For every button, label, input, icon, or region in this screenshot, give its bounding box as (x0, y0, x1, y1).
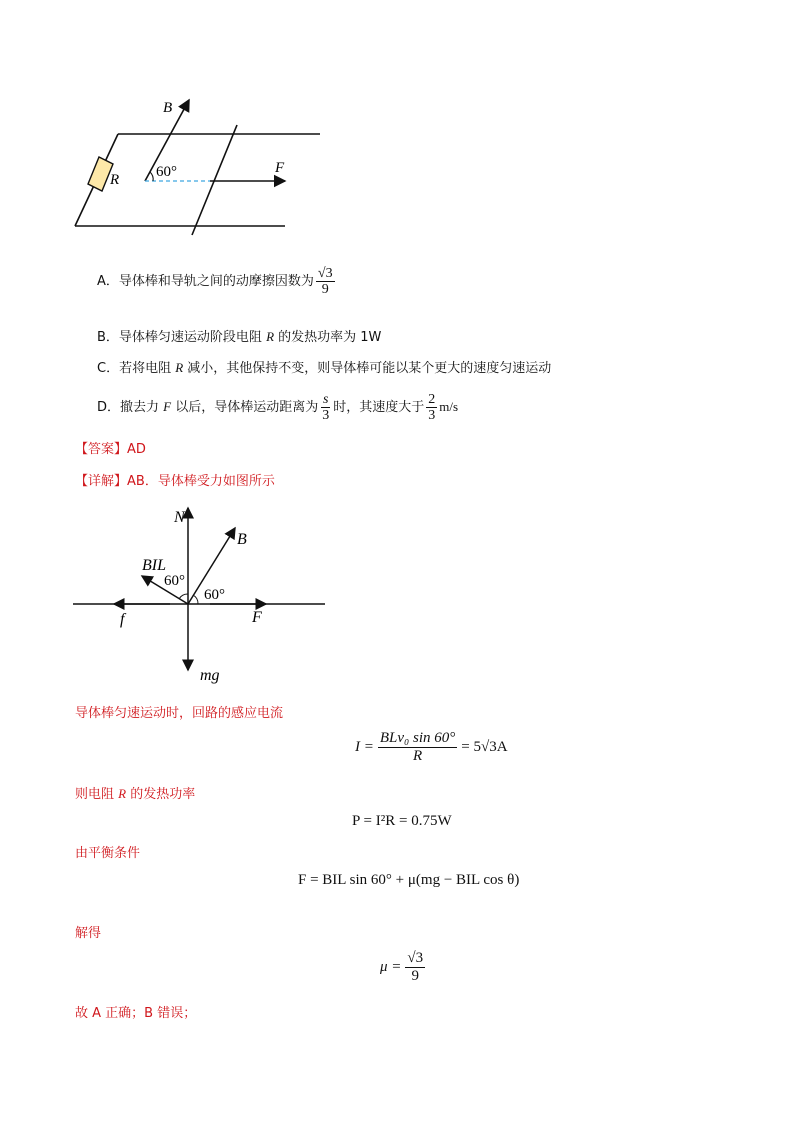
label-bil: BIL (142, 557, 166, 574)
label-angle-2: 60° (204, 587, 225, 603)
option-c: C．若将电阻 R 减小，其他保持不变，则导体棒可能以某个更大的速度匀速运动 (97, 360, 552, 376)
label-f-big: F (252, 609, 262, 626)
detail-line: 【详解】AB．导体棒受力如图所示 (75, 474, 275, 489)
label-f: F (275, 160, 285, 176)
label-b: B (163, 100, 173, 116)
equation-balance: F = BIL sin 60° + μ(mg − BIL cos θ) (298, 872, 520, 888)
equation-mu-fraction: $\frac{√3}{9}$ (407, 950, 424, 984)
angle-arc (150, 172, 153, 181)
equation-power: P = I²R = 0.75W (352, 813, 452, 829)
label-n: N (174, 509, 185, 526)
option-b: B．导体棒匀速运动阶段电阻 R 的发热功率为 1W (97, 329, 382, 345)
label-angle: 60° (156, 164, 177, 180)
label-angle-1: 60° (164, 573, 185, 589)
option-a-fraction: $\frac{√3}{9}$ (317, 266, 333, 297)
answer-line: 【答案】AD (75, 442, 146, 457)
force-diagram (70, 498, 330, 698)
angle-arc-upper (179, 594, 188, 599)
solution-line-2: 则电阻 R 的发热功率 (75, 786, 196, 802)
option-d-fraction-2: $\frac{2}{3}$ (428, 392, 436, 423)
label-f-small: f (120, 611, 125, 628)
equation-mu: μ = $\frac{√3}{9}$ (380, 950, 424, 984)
solution-line-4: 解得 (75, 926, 102, 941)
conductor-rod (192, 125, 237, 235)
option-d: D．撤去力 F 以后，导体棒运动距离为 $\frac{s}{3}$ 时，其速度大于 $\frac{2}{3}$ m/s (97, 392, 459, 423)
option-a: A．导体棒和导轨之间的动摩擦因数为 $\frac{√3}{9}$ (97, 266, 333, 297)
label-mg: mg (200, 667, 220, 684)
label-b: B (237, 531, 247, 548)
solution-line-1: 导体棒匀速运动时，回路的感应电流 (75, 706, 284, 721)
solution-line-5: 故 A 正确；B 错误； (75, 1006, 197, 1021)
equation-current: I = $\frac{\text{BLv₀ sin 60°}}{R}$ = 5√3A (355, 730, 508, 764)
label-r: R (110, 172, 120, 188)
solution-line-3: 由平衡条件 (75, 846, 141, 861)
equation-current-fraction: $\frac{\text{BLv₀ sin 60°}}{R}$ (379, 730, 456, 764)
angle-arc-lower (193, 595, 198, 604)
rail-diagram (60, 88, 350, 248)
option-d-fraction-1: $\frac{s}{3}$ (322, 392, 330, 423)
